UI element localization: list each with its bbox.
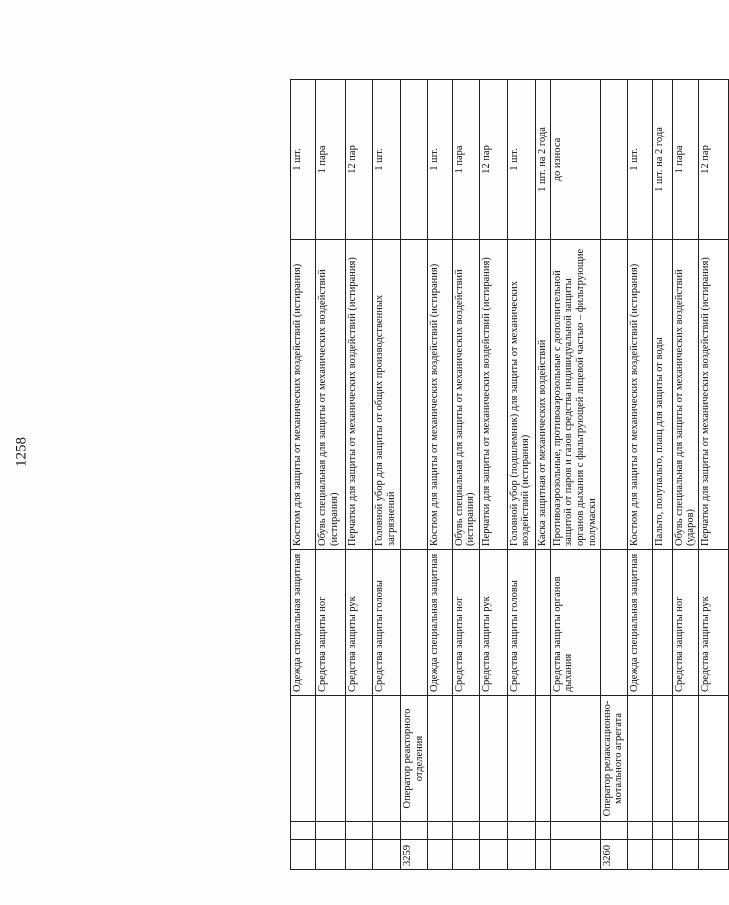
cell-blank <box>346 822 373 840</box>
cell-ppe-type: Средства защиты ног <box>672 550 699 696</box>
cell-blank <box>291 822 316 840</box>
cell-ppe-item: Костюм для защиты от механических воздействий (истирания) <box>291 240 316 550</box>
cell-ppe-type: Средства защиты рук <box>479 550 507 696</box>
table-body <box>291 80 729 870</box>
cell-ppe-type: Средства защиты головы <box>507 550 535 696</box>
cell-ppe-item: Обувь специальная для защиты от механических воздействий (ударов) <box>672 240 699 550</box>
cell-blank <box>672 822 699 840</box>
cell-ppe-type: Одежда специальная защитная <box>627 550 652 696</box>
table-row <box>479 80 507 870</box>
cell-number: 3259 <box>401 840 428 870</box>
page-number: 1258 <box>13 437 30 467</box>
cell-number <box>507 840 535 870</box>
cell-ppe-item: Перчатки для защиты от механических воздействий (истирания) <box>346 240 373 550</box>
cell-number <box>346 840 373 870</box>
cell-profession: Оператор релаксационно-мотального агрегата <box>600 696 627 822</box>
cell-ppe-item <box>600 240 627 550</box>
cell-number <box>373 840 401 870</box>
cell-profession <box>427 696 452 822</box>
cell-quantity <box>401 80 428 240</box>
cell-ppe-type: Средства защиты головы <box>373 550 401 696</box>
cell-number: 3260 <box>600 840 627 870</box>
cell-ppe-item: Костюм для защиты от механических воздействий (истирания) <box>627 240 652 550</box>
rotated-table-wrapper <box>290 80 711 870</box>
cell-quantity: 12 пар <box>346 80 373 240</box>
table-row <box>672 80 699 870</box>
table-row <box>373 80 401 870</box>
cell-profession <box>550 696 600 822</box>
cell-profession <box>507 696 535 822</box>
table-row <box>535 80 550 870</box>
cell-blank <box>699 822 729 840</box>
cell-quantity: 12 пар <box>699 80 729 240</box>
cell-number <box>535 840 550 870</box>
table-row <box>507 80 535 870</box>
cell-number <box>452 840 479 870</box>
cell-number <box>672 840 699 870</box>
cell-blank <box>316 822 346 840</box>
ppe-table <box>290 79 729 870</box>
table-row <box>699 80 729 870</box>
cell-number <box>699 840 729 870</box>
cell-quantity: 1 шт. на 2 года <box>652 80 672 240</box>
cell-quantity: 12 пар <box>479 80 507 240</box>
cell-number <box>479 840 507 870</box>
cell-ppe-type: Одежда специальная защитная <box>427 550 452 696</box>
table-row <box>316 80 346 870</box>
cell-ppe-item: Обувь специальная для защиты от механических воздействий (истирания) <box>316 240 346 550</box>
cell-quantity: 1 шт. <box>427 80 452 240</box>
cell-ppe-type <box>652 550 672 696</box>
table-row <box>291 80 316 870</box>
cell-blank <box>427 822 452 840</box>
cell-quantity <box>600 80 627 240</box>
cell-profession <box>672 696 699 822</box>
table-row <box>600 80 627 870</box>
cell-number <box>627 840 652 870</box>
cell-quantity: 1 пара <box>452 80 479 240</box>
cell-profession <box>627 696 652 822</box>
cell-ppe-item: Перчатки для защиты от механических воздействий (истирания) <box>479 240 507 550</box>
cell-quantity: до износа <box>550 80 600 240</box>
cell-ppe-type: Средства защиты ног <box>452 550 479 696</box>
cell-number <box>291 840 316 870</box>
cell-quantity: 1 шт. на 2 года <box>535 80 550 240</box>
cell-profession <box>291 696 316 822</box>
cell-blank <box>550 822 600 840</box>
table-row <box>652 80 672 870</box>
cell-ppe-item: Пальто, полупальто, плащ для защиты от воды <box>652 240 672 550</box>
cell-blank <box>452 822 479 840</box>
cell-ppe-item <box>401 240 428 550</box>
table-row <box>452 80 479 870</box>
cell-ppe-type <box>600 550 627 696</box>
cell-number <box>427 840 452 870</box>
table-row <box>346 80 373 870</box>
cell-ppe-item: Костюм для защиты от механических воздействий (истирания) <box>427 240 452 550</box>
cell-profession <box>535 696 550 822</box>
cell-ppe-item: Обувь специальная для защиты от механических воздействий (истирания) <box>452 240 479 550</box>
table-row <box>550 80 600 870</box>
cell-profession <box>373 696 401 822</box>
cell-quantity: 1 шт. <box>627 80 652 240</box>
cell-profession <box>452 696 479 822</box>
cell-number <box>550 840 600 870</box>
cell-ppe-item: Каска защитная от механических воздействий <box>535 240 550 550</box>
cell-blank <box>507 822 535 840</box>
table-row <box>427 80 452 870</box>
cell-blank <box>627 822 652 840</box>
cell-profession <box>479 696 507 822</box>
cell-ppe-type: Средства защиты рук <box>346 550 373 696</box>
cell-ppe-item: Перчатки для защиты от механических воздействий (истирания) <box>699 240 729 550</box>
cell-quantity: 1 шт. <box>373 80 401 240</box>
cell-profession <box>652 696 672 822</box>
cell-ppe-type <box>535 550 550 696</box>
cell-blank <box>373 822 401 840</box>
cell-number <box>652 840 672 870</box>
cell-ppe-type <box>401 550 428 696</box>
cell-blank <box>535 822 550 840</box>
cell-blank <box>401 822 428 840</box>
cell-profession: Оператор реакторного отделения <box>401 696 428 822</box>
cell-ppe-type: Средства защиты органов дыхания <box>550 550 600 696</box>
cell-ppe-item: Головной убор (подшлемник) для защиты от механических воздействий (истирания) <box>507 240 535 550</box>
cell-quantity: 1 шт. <box>507 80 535 240</box>
cell-number <box>316 840 346 870</box>
table-row <box>627 80 652 870</box>
cell-ppe-item: Противоаэрозольные, противоаэрозольные с дополнительной защитой от паров и газов средства индивидуальной защиты органов дыхания с фильтрующей лицевой частью – фильтрующие полумаски <box>550 240 600 550</box>
cell-profession <box>346 696 373 822</box>
cell-blank <box>652 822 672 840</box>
cell-ppe-item: Головной убор для защиты от общих производственных загрязнений <box>373 240 401 550</box>
cell-quantity: 1 пара <box>316 80 346 240</box>
cell-blank <box>479 822 507 840</box>
table-row <box>401 80 428 870</box>
cell-ppe-type: Средства защиты рук <box>699 550 729 696</box>
cell-ppe-type: Одежда специальная защитная <box>291 550 316 696</box>
cell-profession <box>316 696 346 822</box>
cell-quantity: 1 пара <box>672 80 699 240</box>
cell-quantity: 1 шт. <box>291 80 316 240</box>
cell-ppe-type: Средства защиты ног <box>316 550 346 696</box>
cell-blank <box>600 822 627 840</box>
cell-profession <box>699 696 729 822</box>
